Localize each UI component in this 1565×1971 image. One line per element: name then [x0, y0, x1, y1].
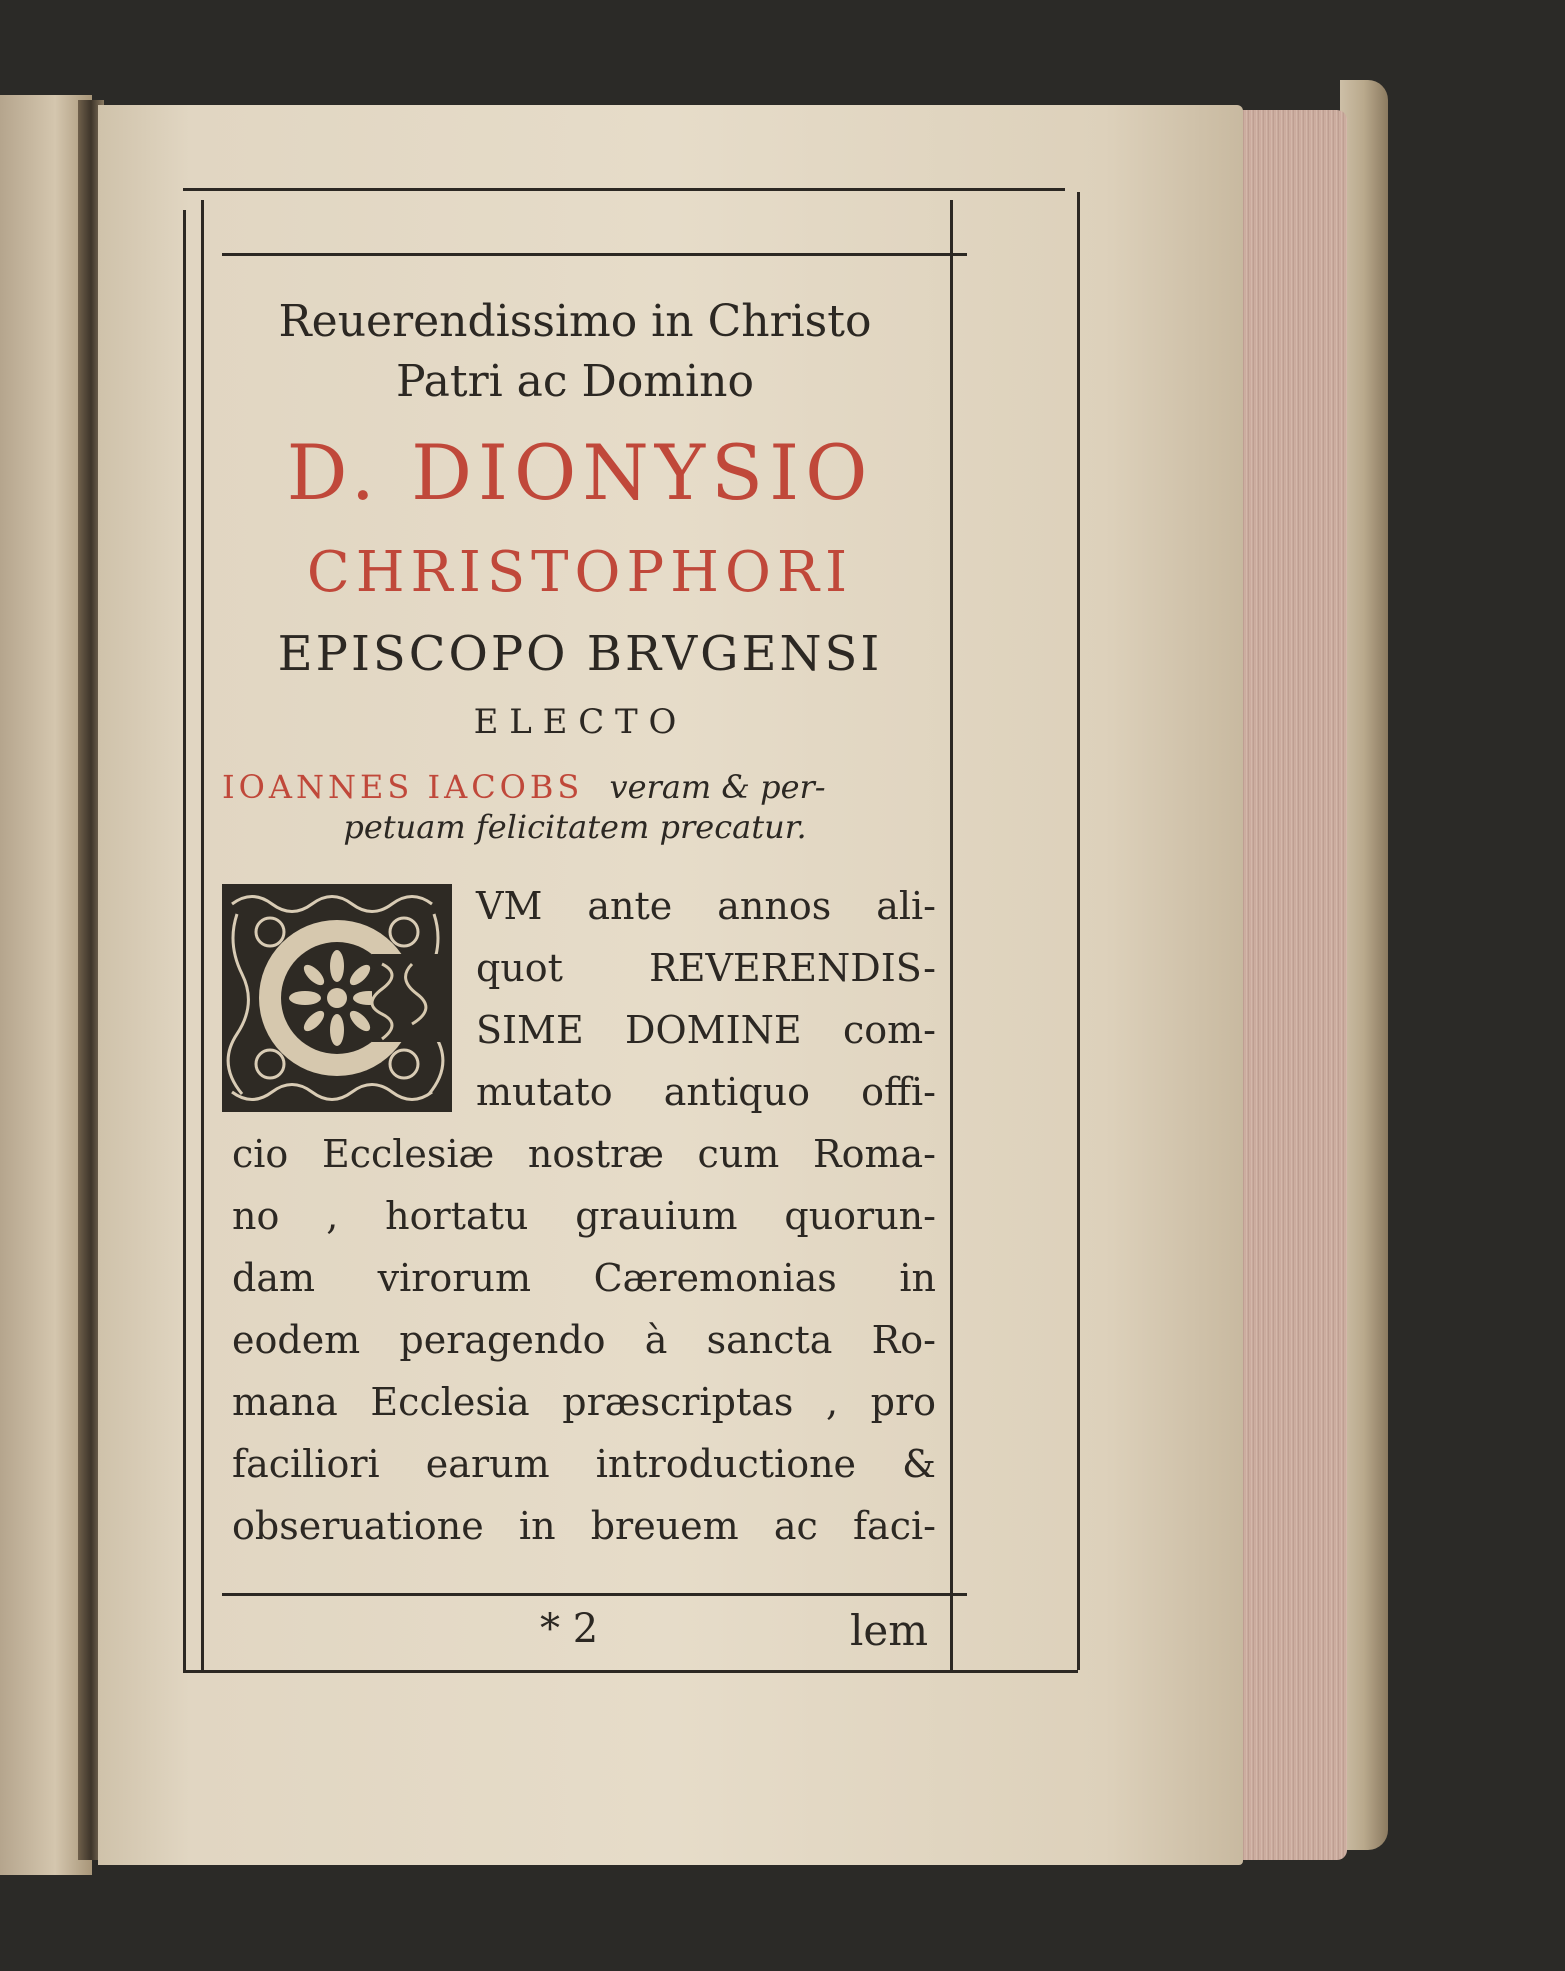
body-line-1: VM ante annos ali- — [476, 884, 936, 928]
catchword: lem — [850, 1606, 929, 1655]
frame-top-inner — [222, 253, 967, 256]
frame-left-inner — [201, 200, 204, 1670]
heading-line-2: Patri ac Domino — [396, 356, 754, 407]
frame-left-outer — [183, 210, 186, 1670]
dedicatee-name: D. DIONYSIO — [286, 428, 874, 517]
body-line-11: obseruatione in breuem ac faci- — [232, 1504, 936, 1548]
body-line-8: eodem peragendo à sancta Ro- — [232, 1318, 936, 1362]
book-cover-edge — [1340, 80, 1388, 1850]
ornament-icon — [222, 884, 452, 1112]
dedication-line-1 — [222, 768, 942, 806]
body-line-10: faciliori earum introductione & — [232, 1442, 936, 1486]
frame-top-outer — [183, 188, 1065, 191]
body-line-2: quot REVERENDIS- — [476, 946, 936, 990]
dedication-text: veram & per- — [609, 768, 826, 806]
signature-mark: * 2 — [540, 1606, 599, 1652]
frame-bottom-inner — [222, 1593, 967, 1596]
body-line-3: SIME DOMINE com- — [476, 1008, 936, 1052]
frame-right-inner — [950, 200, 953, 1670]
body-line-4: mutato antiquo offi- — [476, 1070, 936, 1114]
page-fore-edge — [1235, 110, 1347, 1860]
body-line-9: mana Ecclesia præscriptas , pro — [232, 1380, 936, 1424]
body-line-7: dam virorum Cæremonias in — [232, 1256, 936, 1300]
dedicatee-title: EPISCOPO BRVGENSI — [277, 626, 883, 682]
body-line-5: cio Ecclesiæ nostræ cum Roma- — [232, 1132, 936, 1176]
dedication-line-2: petuam felicitatem precatur. — [343, 808, 807, 846]
heading-line-1: Reuerendissimo in Christo — [278, 296, 872, 347]
body-line-6: no , hortatu grauium quorun- — [232, 1194, 936, 1238]
frame-right-outer — [1077, 192, 1080, 1670]
frame-bottom-outer — [183, 1670, 1078, 1673]
elect-line: E L E C T O — [473, 702, 677, 742]
decorated-initial — [222, 884, 452, 1112]
author-name: IOANNES IACOBS — [222, 768, 584, 806]
dedicatee-surname: CHRISTOPHORI — [306, 540, 854, 605]
